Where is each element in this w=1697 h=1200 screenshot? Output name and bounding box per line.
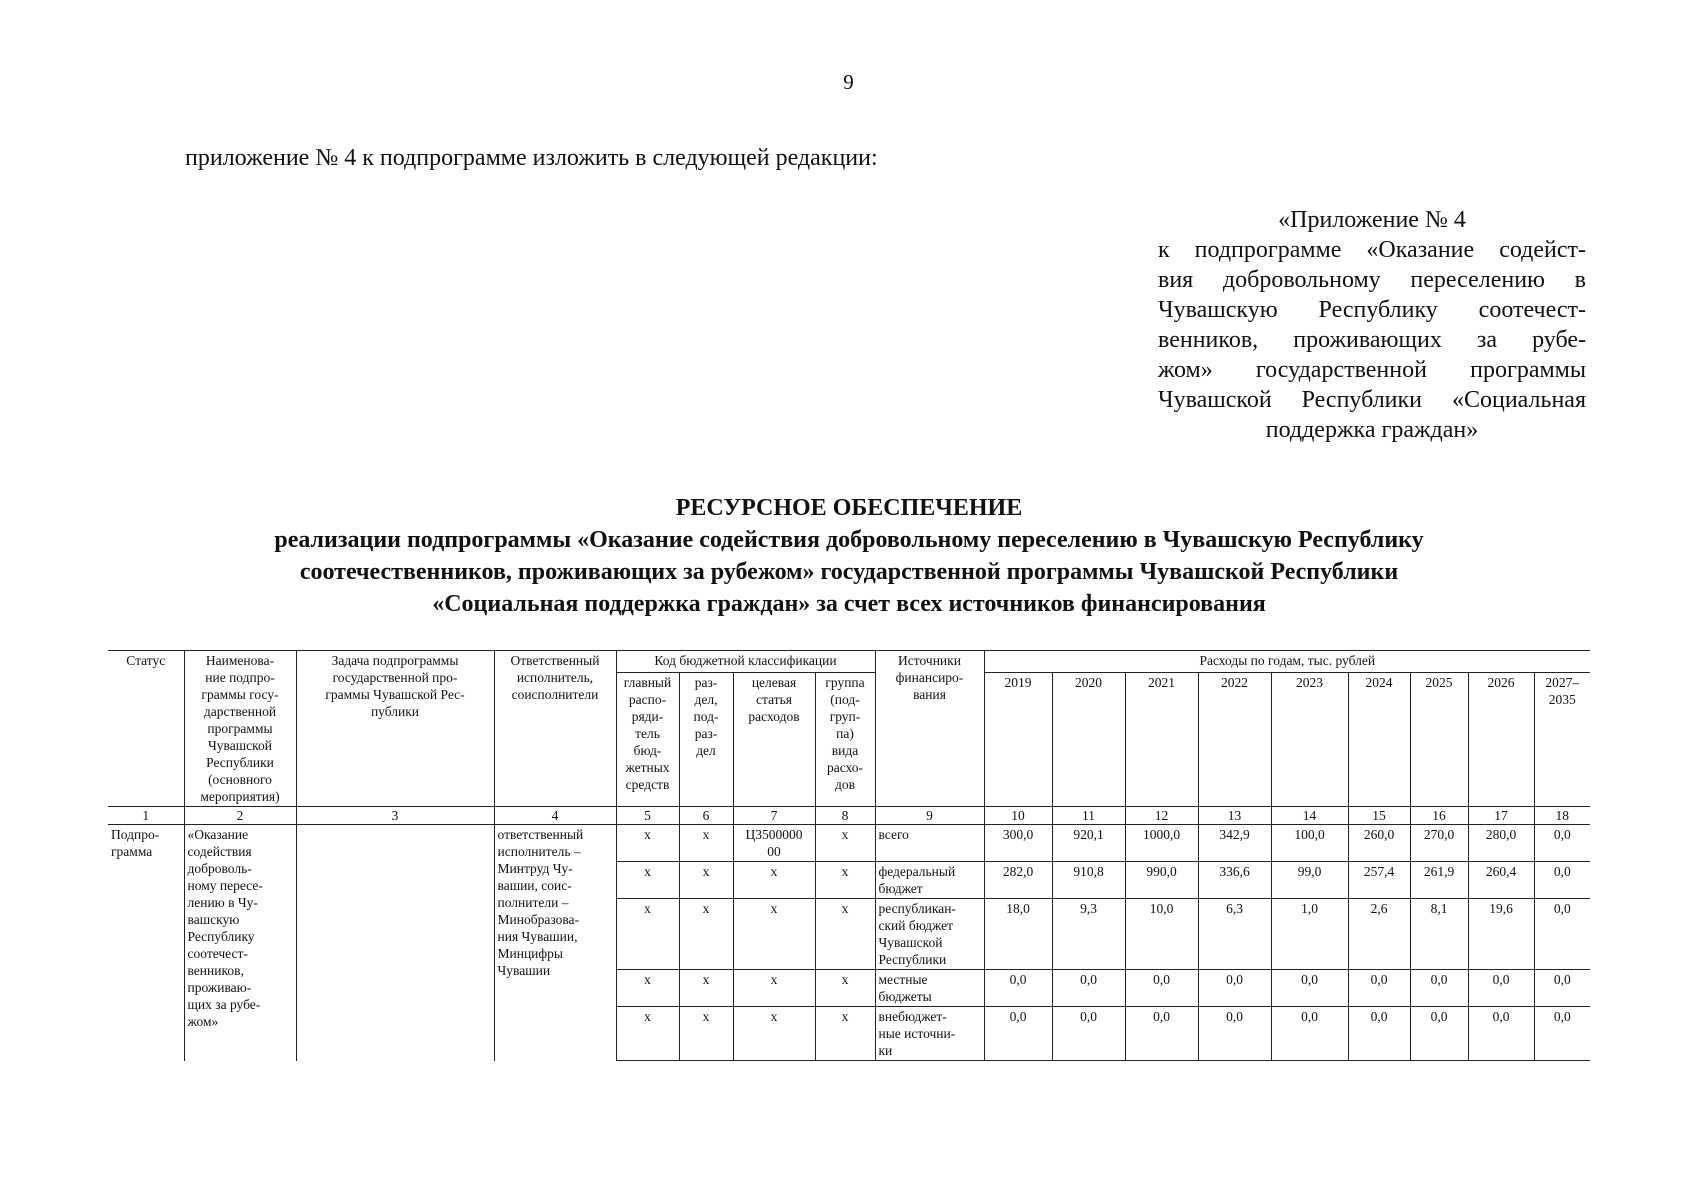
header-year: 2025 [1410,672,1468,806]
header-task: Задача подпрограммы государственной про- граммы Чувашской Рес- публики [296,651,494,807]
program-name-cell: «Оказание содействия доброволь- ному пересе- лению в Чу- вашскую Республику соотечест- венников, проживаю- щих за рубе- жом» [184,825,296,1061]
column-number: 12 [1125,807,1198,825]
title-line: соотечественников, проживающих за рубежом» государственной программы Чувашской Республики [299,559,1399,585]
value-cell: 336,6 [1198,862,1271,899]
header-expenses-group: Расходы по годам, тыс. рублей [984,651,1590,673]
header-rz: раз- дел, под- раз- дел [679,672,733,806]
header-cs: целевая статья расходов [733,672,815,806]
value-cell: 0,0 [1410,970,1468,1007]
value-cell: 0,0 [984,1007,1052,1061]
value-cell: 910,8 [1052,862,1125,899]
value-cell: 0,0 [1052,1007,1125,1061]
header-year: 2021 [1125,672,1198,806]
value-cell: 0,0 [1125,1007,1198,1061]
value-cell: 0,0 [1410,1007,1468,1061]
column-number: 5 [616,807,679,825]
value-cell: 270,0 [1410,825,1468,862]
value-cell: 10,0 [1125,899,1198,970]
title-line: реализации подпрограммы «Оказание содействия добровольному переселению в Чувашскую Республику [274,527,1424,553]
value-cell: 300,0 [984,825,1052,862]
column-number: 11 [1052,807,1125,825]
header-status: Статус [108,651,184,807]
column-number: 18 [1534,807,1590,825]
value-cell: 261,9 [1410,862,1468,899]
appendix-line: к подпрограмме «Оказание содейст- [1158,237,1586,263]
value-cell: 19,6 [1468,899,1534,970]
vr-cell: x [815,862,875,899]
header-row [108,651,1590,673]
column-number: 13 [1198,807,1271,825]
header-gr: главный распо- ряди- тель бюд- жетных средств [616,672,679,806]
value-cell: 257,4 [1348,862,1410,899]
column-number: 14 [1271,807,1348,825]
resource-table [108,650,1590,1061]
source-cell: местные бюджеты [875,970,984,1007]
value-cell: 0,0 [1534,1007,1590,1061]
appendix-line: «Приложение № 4 [1278,207,1466,233]
column-number: 7 [733,807,815,825]
column-number: 2 [184,807,296,825]
gr-cell: x [616,862,679,899]
appendix-reference [1158,205,1586,445]
executor-cell: ответственный исполнитель – Минтруд Чу- вашии, соис- полнители – Минобразова- ния Чувашии, Минцифры Чувашии [494,825,616,1061]
value-cell: 8,1 [1410,899,1468,970]
value-cell: 6,3 [1198,899,1271,970]
header-year: 2027– 2035 [1534,672,1590,806]
status-cell: Подпро- грамма [108,825,184,1061]
gr-cell: x [616,1007,679,1061]
value-cell: 2,6 [1348,899,1410,970]
column-number: 8 [815,807,875,825]
value-cell: 0,0 [1468,970,1534,1007]
header-year: 2019 [984,672,1052,806]
value-cell: 0,0 [1534,862,1590,899]
header-budget-code-group: Код бюджетной классификации [616,651,875,673]
value-cell: 0,0 [1534,825,1590,862]
cs-cell: x [733,1007,815,1061]
rz-cell: x [679,825,733,862]
appendix-line: венников, проживающих за рубе- [1158,327,1586,353]
source-cell: внебюджет- ные источни- ки [875,1007,984,1061]
rz-cell: x [679,1007,733,1061]
gr-cell: x [616,825,679,862]
value-cell: 282,0 [984,862,1052,899]
value-cell: 280,0 [1468,825,1534,862]
value-cell: 0,0 [1125,970,1198,1007]
value-cell: 1000,0 [1125,825,1198,862]
cs-cell: x [733,899,815,970]
column-number: 10 [984,807,1052,825]
rz-cell: x [679,862,733,899]
value-cell: 0,0 [1198,1007,1271,1061]
column-numbers-row [108,807,1590,825]
value-cell: 0,0 [1271,970,1348,1007]
task-cell [296,825,494,1061]
source-cell: всего [875,825,984,862]
value-cell: 0,0 [1468,1007,1534,1061]
table-row [108,825,1590,862]
column-number: 4 [494,807,616,825]
appendix-line: вия добровольному переселению в [1158,267,1586,293]
appendix-line: поддержка граждан» [1265,417,1479,443]
cs-cell: x [733,970,815,1007]
value-cell: 0,0 [1348,1007,1410,1061]
document-title [110,492,1588,620]
source-cell: федеральный бюджет [875,862,984,899]
header-name: Наименова- ние подпро- граммы госу- дарственной программы Чувашской Республики (основного мероприятия) [184,651,296,807]
column-number: 17 [1468,807,1534,825]
title-line: «Социальная поддержка граждан» за счет всех источников финансирования [432,591,1266,617]
page-number: 9 [843,70,854,94]
value-cell: 100,0 [1271,825,1348,862]
appendix-line: жом» государственной программы [1158,357,1586,383]
appendix-line: Чувашской Республики «Социальная [1158,387,1586,413]
column-number: 15 [1348,807,1410,825]
value-cell: 9,3 [1052,899,1125,970]
column-number: 6 [679,807,733,825]
value-cell: 342,9 [1198,825,1271,862]
column-number: 1 [108,807,184,825]
gr-cell: x [616,970,679,1007]
source-cell: республикан- ский бюджет Чувашской Республики [875,899,984,970]
value-cell: 0,0 [1052,970,1125,1007]
cs-cell: Ц3500000 00 [733,825,815,862]
appendix-line: Чувашскую Республику соотечест- [1158,297,1586,323]
intro-text: приложение № 4 к подпрограмме изложить в следующей редакции: [185,145,878,171]
value-cell: 0,0 [984,970,1052,1007]
value-cell: 0,0 [1534,899,1590,970]
column-number: 3 [296,807,494,825]
header-executor: Ответственный исполнитель, соисполнители [494,651,616,807]
vr-cell: x [815,970,875,1007]
header-year: 2026 [1468,672,1534,806]
header-year: 2023 [1271,672,1348,806]
cs-cell: x [733,862,815,899]
value-cell: 990,0 [1125,862,1198,899]
value-cell: 260,4 [1468,862,1534,899]
value-cell: 1,0 [1271,899,1348,970]
gr-cell: x [616,899,679,970]
vr-cell: x [815,825,875,862]
vr-cell: x [815,1007,875,1061]
title-heading: РЕСУРСНОЕ ОБЕСПЕЧЕНИЕ [675,495,1023,521]
value-cell: 0,0 [1198,970,1271,1007]
header-year: 2024 [1348,672,1410,806]
value-cell: 0,0 [1534,970,1590,1007]
value-cell: 920,1 [1052,825,1125,862]
header-vr: группа (под- груп- па) вида расхо- дов [815,672,875,806]
rz-cell: x [679,899,733,970]
column-number: 16 [1410,807,1468,825]
value-cell: 99,0 [1271,862,1348,899]
header-sources: Источники финансиро- вания [875,651,984,807]
value-cell: 0,0 [1348,970,1410,1007]
header-year: 2020 [1052,672,1125,806]
value-cell: 18,0 [984,899,1052,970]
header-year: 2022 [1198,672,1271,806]
column-number: 9 [875,807,984,825]
rz-cell: x [679,970,733,1007]
vr-cell: x [815,899,875,970]
value-cell: 0,0 [1271,1007,1348,1061]
value-cell: 260,0 [1348,825,1410,862]
